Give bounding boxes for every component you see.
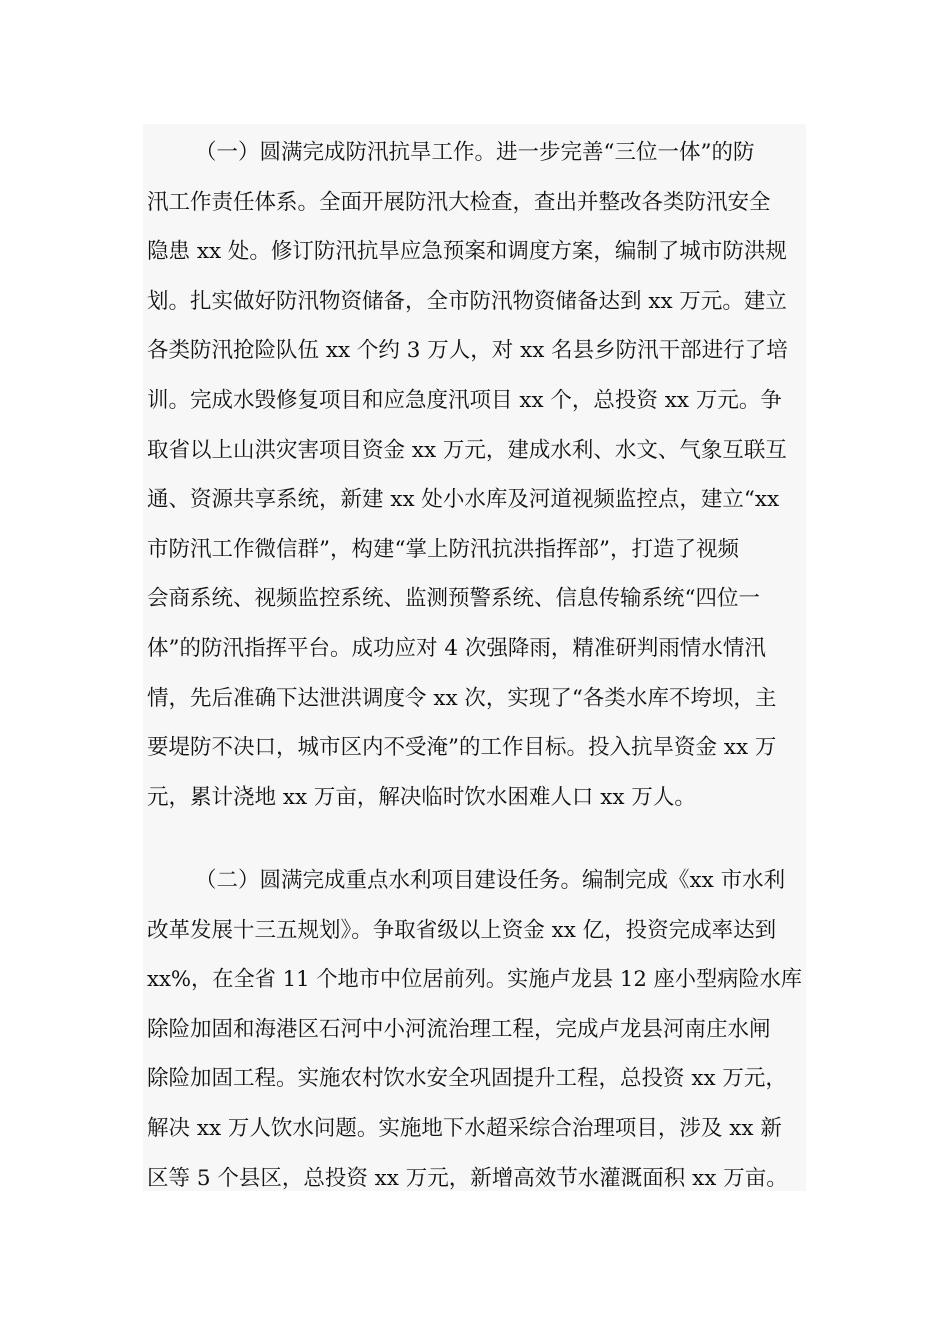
paragraph-line: 情，先后准确下达泄洪调度令 xx 次，实现了“各类水库不垮坝，主 xyxy=(147,685,777,711)
paragraph-line: 解决 xx 万人饮水问题。实施地下水超采综合治理项目，涉及 xx 新 xyxy=(147,1115,782,1141)
paragraph-line: （一）圆满完成防汛抗旱工作。进一步完善“三位一体”的防 xyxy=(195,140,755,165)
paragraph-line: 除险加固和海港区石河中小河流治理工程，完成卢龙县河南庄水闸 xyxy=(147,1016,771,1042)
paragraph-line: 各类防汛抢险队伍 xx 个约 3 万人，对 xx 名县乡防汛干部进行了培 xyxy=(147,338,788,364)
paragraph-line: 通、资源共享系统，新建 xx 处小水库及河道视频监控点，建立“xx xyxy=(147,487,780,513)
paragraph-line: 元，累计浇地 xx 万亩，解决临时饮水困难人口 xx 万人。 xyxy=(147,784,696,810)
paragraph-line: 区等 5 个县区，总投资 xx 万元，新增高效节水灌溉面积 xx 万亩。 xyxy=(147,1165,788,1191)
paragraph-line: 要堤防不决口，城市区内不受淹”的工作目标。投入抗旱资金 xx 万 xyxy=(147,735,777,761)
paragraph-line: xx%，在全省 11 个地市中位居前列。实施卢龙县 12 座小型病险水库 xyxy=(147,967,803,993)
paragraph-line: 除险加固工程。实施农村饮水安全巩固提升工程，总投资 xx 万元， xyxy=(147,1066,787,1092)
paragraph-line: 体”的防汛指挥平台。成功应对 4 次强降雨，精准研判雨情水情汛 xyxy=(147,635,766,661)
paragraph-line: 汛工作责任体系。全面开展防汛大检查，查出并整改各类防汛安全 xyxy=(147,189,771,215)
paragraph-line: 隐患 xx 处。修订防汛抗旱应急预案和调度方案，编制了城市防洪规 xyxy=(147,239,787,265)
paragraph-line: 市防汛工作微信群”，构建“掌上防汛抗洪指挥部”，打造了视频 xyxy=(147,536,739,562)
paragraph-line: 训。完成水毁修复项目和应急度汛项目 xx 个，总投资 xx 万元。争 xyxy=(147,387,782,413)
paragraph-water-projects xyxy=(147,856,802,1203)
paragraph-line: 取省以上山洪灾害项目资金 xx 万元，建成水利、水文、气象互联互 xyxy=(147,437,787,463)
document-text-block xyxy=(143,124,806,1191)
paragraph-line: 会商系统、视频监控系统、监测预警系统、信息传输系统“四位一 xyxy=(147,586,760,612)
paragraph-line: 改革发展十三五规划》。争取省级以上资金 xx 亿，投资完成率达到 xyxy=(147,917,777,943)
paragraph-line: 划。扎实做好防汛物资储备，全市防汛物资储备达到 xx 万元。建立 xyxy=(147,288,787,314)
paragraph-line: （二）圆满完成重点水利项目建设任务。编制完成《xx 市水利 xyxy=(195,868,786,893)
paragraph-flood-control xyxy=(147,128,802,822)
